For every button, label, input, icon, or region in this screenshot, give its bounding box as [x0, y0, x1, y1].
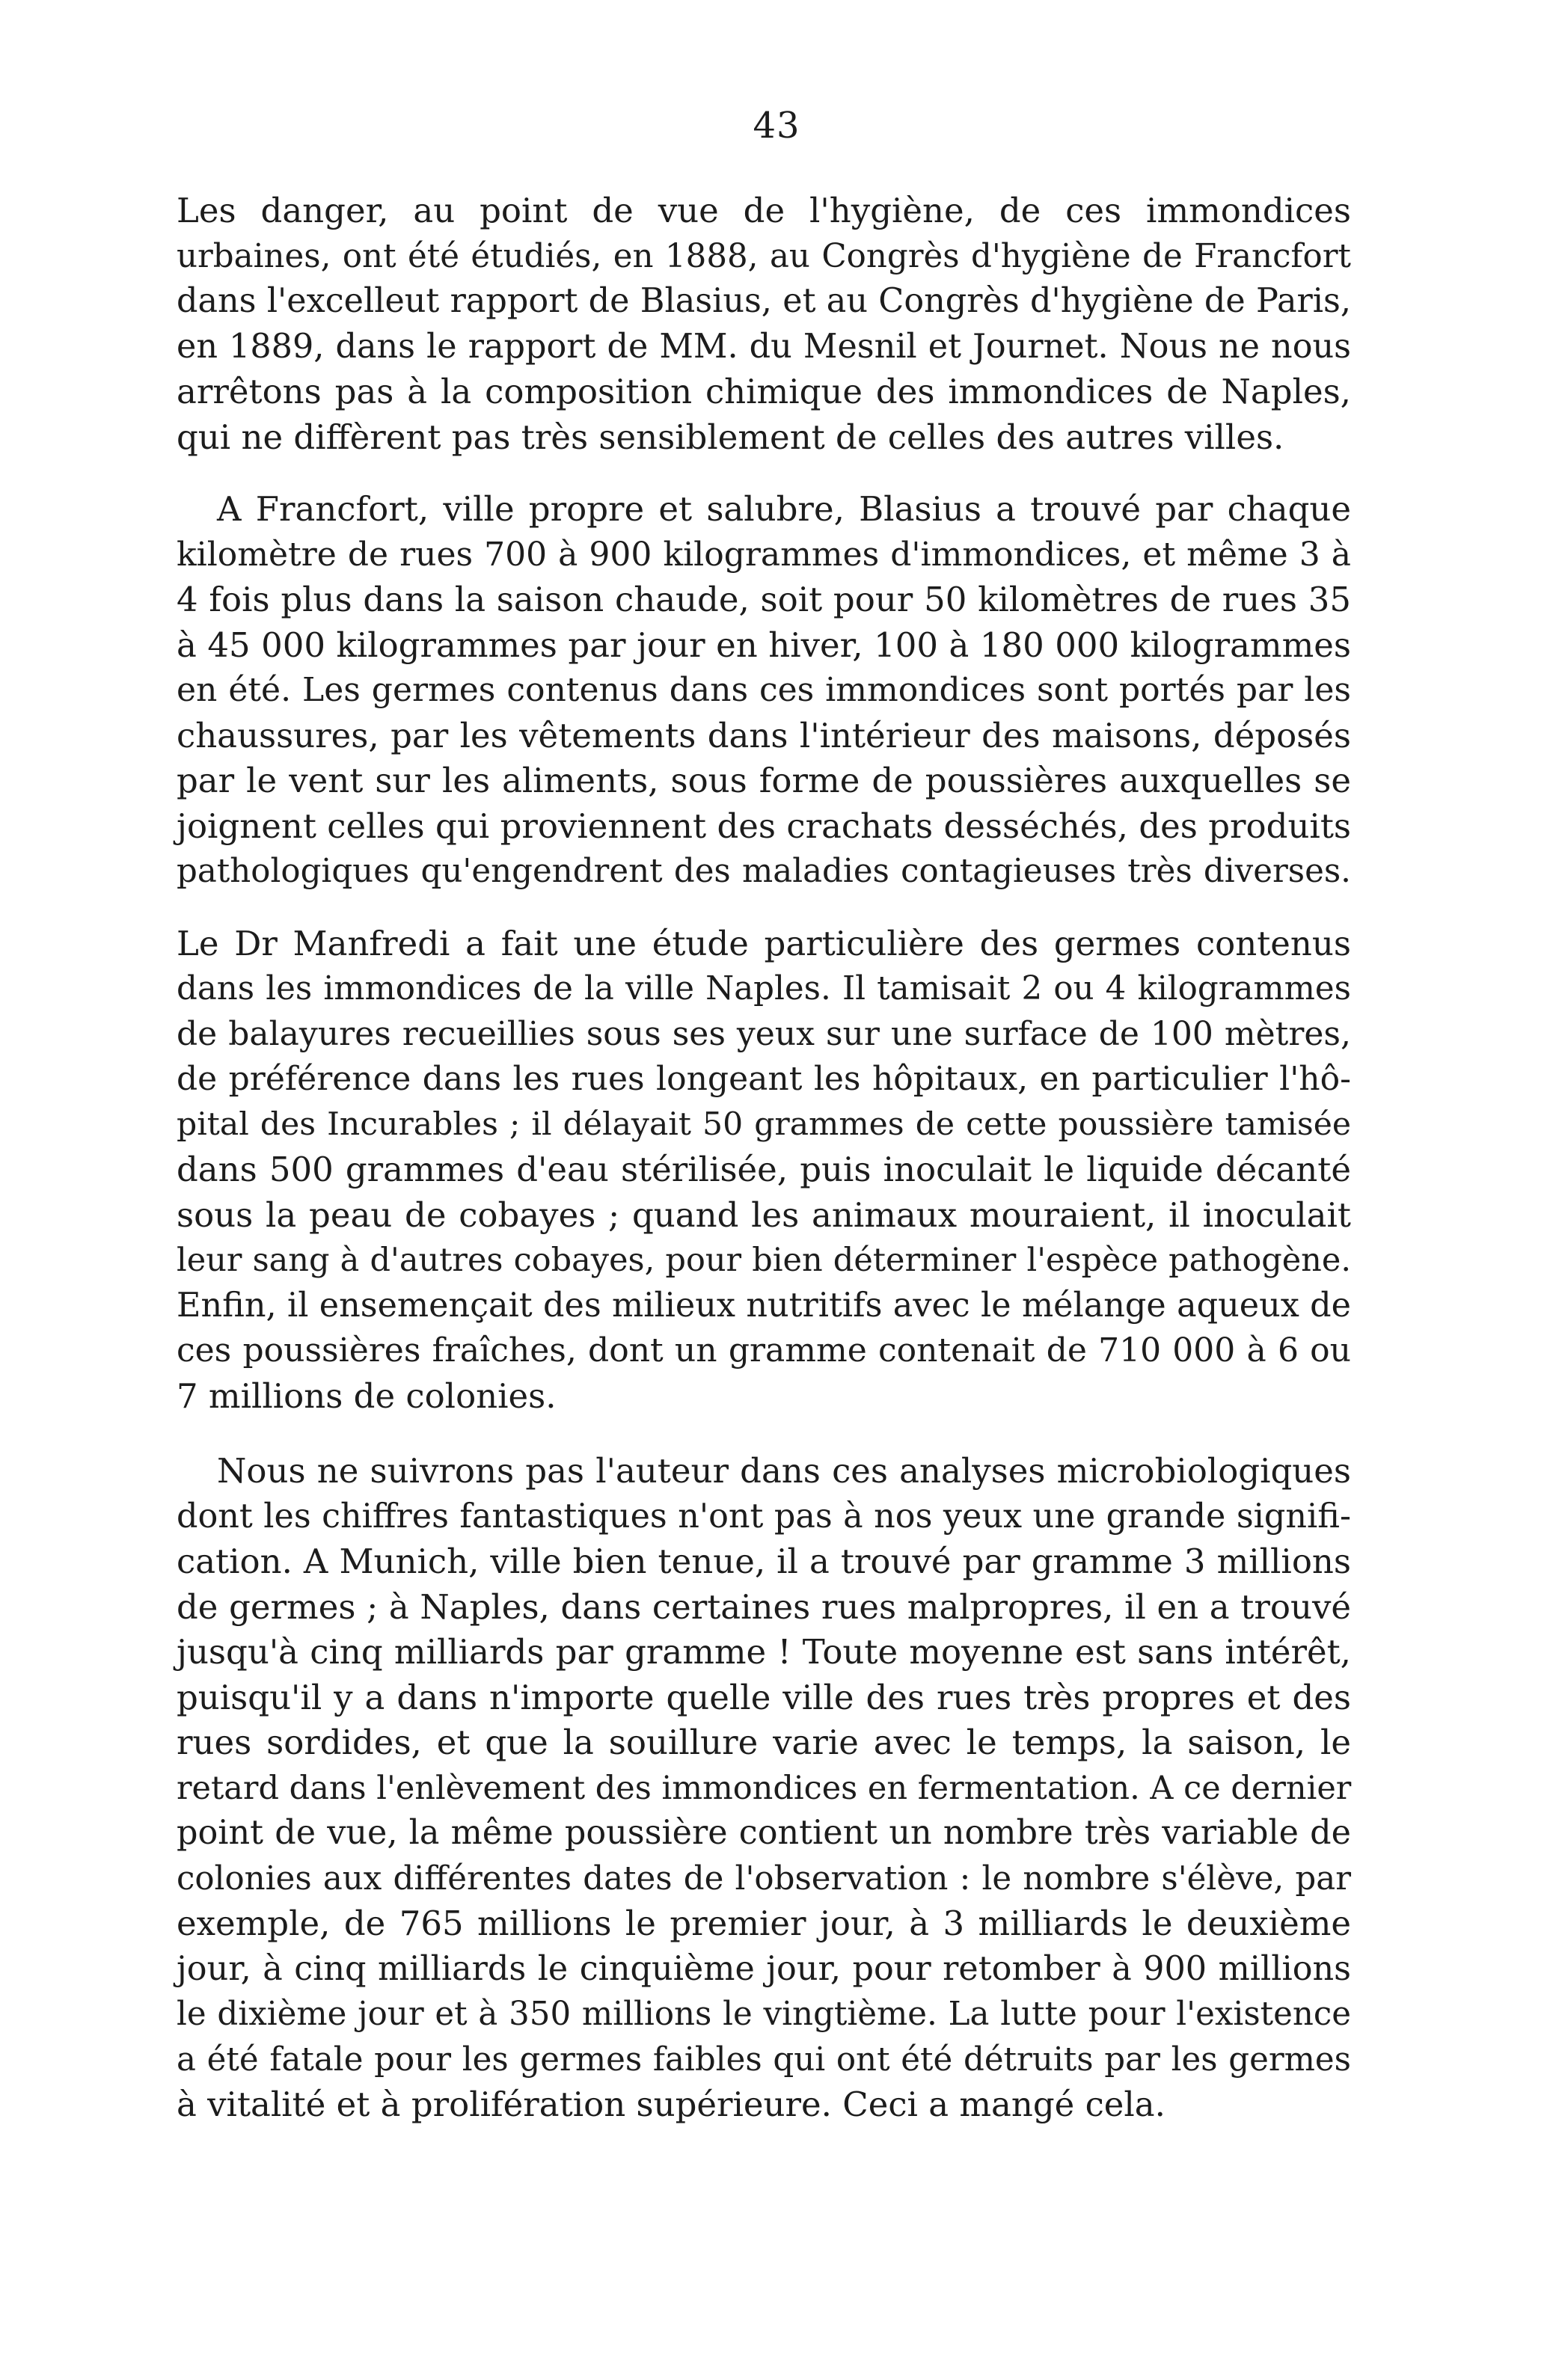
- text-line: de balayures recueillies sous ses yeux sur une surface de 100 mètres,: [177, 1014, 1351, 1053]
- text-line: à 45 000 kilogrammes par jour en hiver, 100 à 180 000 kilogrammes: [177, 625, 1351, 665]
- paragraph-1: [177, 188, 1351, 460]
- text-line: A Francfort, ville propre et salubre, Blasius a trouvé par chaque: [217, 489, 1351, 529]
- text-line: jusqu'à cinq milliards par gramme ! Toute moyenne est sans intérêt,: [177, 1632, 1351, 1672]
- text-line: cation. A Munich, ville bien tenue, il a trouvé par gramme 3 millions: [177, 1542, 1351, 1581]
- text-line: en été. Les germes contenus dans ces immondices sont portés par les: [177, 671, 1351, 709]
- text-line: a été fatale pour les germes faibles qui ont été détruits par les germes: [177, 2040, 1351, 2079]
- text-line: ces poussières fraîches, dont un gramme contenait de 710 000 à 6 ou: [177, 1331, 1351, 1370]
- text-line: dans les immondices de la ville Naples. Il tamisait 2 ou 4 kilogrammes: [177, 970, 1351, 1007]
- text-line: de germes ; à Naples, dans certaines rues malpropres, il en a trouvé: [177, 1586, 1351, 1627]
- text-line: arrêtons pas à la composition chimique des immondices de Naples,: [177, 372, 1351, 411]
- text-line: retard dans l'enlèvement des immondices en fermentation. A ce dernier: [177, 1769, 1352, 1807]
- text-line: à vitalité et à prolifération supérieure. Ceci a mangé cela.: [177, 2085, 1165, 2124]
- text-line: le dixième jour et à 350 millions le vingtième. La lutte pour l'existence: [177, 1996, 1351, 2033]
- text-line: Nous ne suivrons pas l'auteur dans ces analyses microbiologiques: [217, 1451, 1351, 1491]
- text-line: puisqu'il y a dans n'importe quelle ville des rues très propres et des: [177, 1677, 1351, 1717]
- text-line: kilomètre de rues 700 à 900 kilogrammes d'immondices, et même 3 à: [177, 535, 1351, 574]
- paragraph-4: [177, 1449, 1351, 2128]
- text-line: qui ne diffèrent pas très sensiblement de celles des autres villes.: [177, 417, 1284, 457]
- text-line: de préférence dans les rues longeant les hôpitaux, en particulier l'hô-: [177, 1060, 1351, 1098]
- text-line: point de vue, la même poussière contient un nombre très variable de: [177, 1814, 1351, 1852]
- text-line: 7 millions de colonies.: [177, 1375, 557, 1416]
- paragraph-3: [177, 921, 1351, 1420]
- text-line: chaussures, par les vêtements dans l'intérieur des maisons, déposés: [177, 715, 1351, 755]
- paragraph-2: [177, 487, 1351, 895]
- text-line: jour, à cinq milliards le cinquième jour, pour retomber à 900 millions: [177, 1949, 1351, 1988]
- text-line: urbaines, ont été étudiés, en 1888, au Congrès d'hygiène de Francfort: [177, 237, 1351, 275]
- text-line: pital des Incurables ; il délayait 50 grammes de cette poussière tamisée: [177, 1105, 1351, 1143]
- text-line: dans l'excelleut rapport de Blasius, et au Congrès d'hygiène de Paris,: [177, 282, 1351, 320]
- text-line: 4 fois plus dans la saison chaude, soit pour 50 kilomètres de rues 35: [177, 580, 1351, 619]
- text-line: pathologiques qu'engendrent des maladies contagieuses très diverses.: [177, 853, 1351, 890]
- text-line: en 1889, dans le rapport de MM. du Mesnil et Journet. Nous ne nous: [177, 327, 1351, 366]
- text-line: joignent celles qui proviennent des crachats desséchés, des produits: [177, 806, 1351, 846]
- text-line: Les danger, au point de vue de l'hygiène, de ces immondices: [177, 191, 1351, 230]
- text-line: Enfin, il ensemençait des milieux nutritifs avec le mélange aqueux de: [177, 1286, 1351, 1325]
- page-number: 43: [753, 105, 800, 147]
- text-line: dont les chiffres fantastiques n'ont pas à nos yeux une grande signifi-: [177, 1497, 1351, 1536]
- text-line: leur sang à d'autres cobayes, pour bien déterminer l'espèce pathogène.: [177, 1242, 1351, 1279]
- text-line: par le vent sur les aliments, sous forme de poussières auxquelles se: [177, 761, 1351, 800]
- text-line: Le Dr Manfredi a fait une étude particulière des germes contenus: [177, 923, 1351, 963]
- body-text: [177, 188, 1351, 2128]
- text-line: sous la peau de cobayes ; quand les animaux mouraient, il inoculait: [177, 1194, 1351, 1235]
- text-line: exemple, de 765 millions le premier jour, à 3 milliards le deuxième: [177, 1904, 1351, 1943]
- text-line: rues sordides, et que la souillure varie avec le temps, la saison, le: [177, 1723, 1351, 1762]
- text-line: dans 500 grammes d'eau stérilisée, puis inoculait le liquide décanté: [177, 1150, 1351, 1189]
- text-line: colonies aux différentes dates de l'observation : le nombre s'élève, par: [177, 1859, 1351, 1898]
